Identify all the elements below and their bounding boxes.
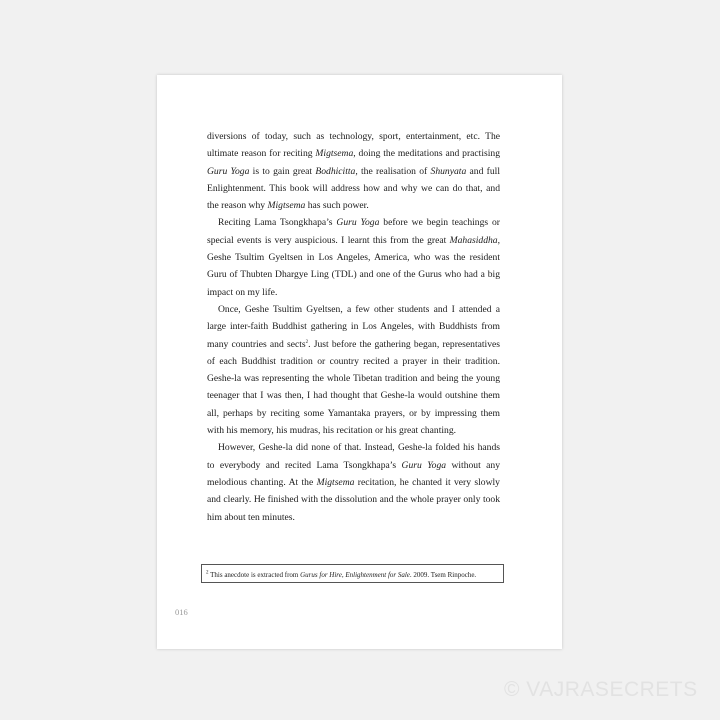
text-run: is to gain great [249,165,316,177]
text-run: , doing the meditations and practising [353,148,500,160]
italic-text: Migtsema [316,476,355,488]
footnote-marker: 2 [305,339,309,345]
text-run: However, Geshe-la did none of that. Instead, Geshe-la folded his hands to everybody and recited Lama Tsongkhapa’s [207,442,500,471]
italic-text: Guru Yoga [336,217,380,229]
italic-text: Guru Yoga [207,165,250,177]
footnote-marker: 2 [206,570,209,576]
italic-text: Mahasiddha [449,234,498,246]
paragraph [207,128,500,214]
text-run: Once, Geshe Tsultim Gyeltsen, a few other students and I attended a large inter-faith Buddhist gathering in Los Angeles, with Buddhists from many countries and sects [207,303,500,350]
text-run: diversions of today, such as technology, sport, entertainment, etc. The ultimate reason for reciting [207,131,500,160]
italic-text: Bodhicitta [315,165,356,177]
book-page [157,75,562,649]
body-text [207,128,500,526]
italic-text: Migtsema [267,200,306,212]
text-run: without any melodious chanting. At the [207,459,500,488]
paragraph [207,214,500,300]
text-run: This anecdote is extracted from [208,571,301,579]
footnote-box [201,564,504,583]
text-run: has such power. [305,200,369,212]
italic-text: Gurus for Hire, Enlightenment for Sale [300,571,410,579]
text-run: , Geshe Tsultim Gyeltsen in Los Angeles, America, who was the resident Guru of Thubten Dhargye Ling (TDL) and one of the Gurus who had a big impact on my life. [207,234,500,298]
text-run: . 2009. Tsem Rinpoche. [409,571,477,579]
text-run: , the realisation of [355,165,431,177]
italic-text: Migtsema [315,148,354,160]
text-run: Reciting Lama Tsongkhapa’s [218,217,337,229]
paragraph [207,439,500,525]
italic-text: Shunyata [430,165,467,177]
paragraph [207,301,500,439]
page-number: 016 [175,607,188,617]
italic-text: Guru Yoga [401,459,447,471]
text-run: . Just before the gathering began, representatives of each Buddhist tradition or country recited a prayer in their tradition. Geshe-la was representing the whole Tibetan tradition and being the young teenager that I was then, I had thought that Geshe-la would outshine them all, perhaps by reciting some Yamantaka prayers, or by impressing them with his memory, his mudras, his recitation or his great chanting. [207,338,500,437]
text-run: and full Enlightenment. This book will address how and why we can do that, and the reason why [207,165,500,212]
text-run: recitation, he chanted it very slowly and clearly. He finished with the dissolution and the whole prayer only took him about ten minutes. [207,476,500,523]
watermark: © VAJRASECRETS [504,678,698,701]
text-run: before we begin teachings or special events is very auspicious. I learnt this from the great [207,217,500,246]
